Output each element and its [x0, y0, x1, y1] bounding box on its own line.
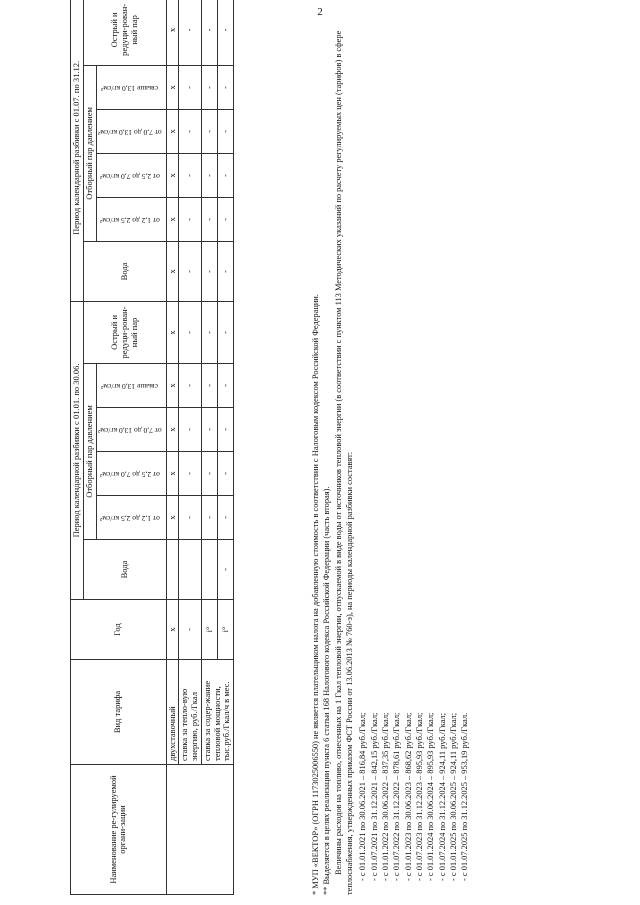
rotated-page: [10, 3, 630, 895]
year-cell: -: [179, 600, 202, 660]
org-cell: [166, 765, 234, 895]
cell: -: [217, 540, 233, 600]
cell: -: [179, 153, 202, 197]
header-year: Год: [71, 600, 167, 660]
cell: -: [179, 496, 202, 540]
cell: -: [201, 364, 217, 408]
cell: -: [179, 301, 202, 363]
cell: -: [217, 197, 233, 241]
cell: -: [217, 496, 233, 540]
cell: -: [201, 408, 217, 452]
year-cell: х: [166, 600, 179, 660]
footnote-tax-article: ** Выделяется в целях реализации пункта 6 статьи 168 Налогового кодекса Российской Федерации (часть вторая).: [322, 486, 332, 895]
tariff-table: [70, 0, 234, 895]
notes-section: [310, 15, 471, 895]
header-tariff-type: Вид тарифа: [71, 660, 167, 765]
cell: -: [201, 109, 217, 153]
cell: х: [166, 197, 179, 241]
list-item: - с 01.07.2021 по 31.12.2021 – 842,15 руб./Гкал;: [369, 712, 379, 881]
cell: -: [201, 65, 217, 109]
header-steam-2: Отборный пар давлением: [83, 65, 96, 241]
header-pressure-1-2-b: от 1,2 до 2,5 кг/см²: [99, 215, 160, 225]
cell: -: [217, 301, 233, 363]
row-label: двухставочный: [166, 660, 179, 765]
cell: х: [166, 0, 179, 65]
header-acute-steam-1: Острый и редуци-рован-ный пар: [83, 301, 166, 363]
cell: -: [179, 452, 202, 496]
cell: х: [166, 109, 179, 153]
cell: х: [166, 153, 179, 197]
page-content: [10, 3, 630, 895]
cell: -: [201, 241, 217, 301]
header-water-2: Вода: [83, 241, 166, 301]
cell: [201, 540, 217, 600]
cell: -: [217, 364, 233, 408]
header-period-1: Период календарной разбивки с 01.01. по 30.06.: [71, 301, 84, 599]
header-pressure-7-13-b: от 7,0 до 13,0 кг/см²: [97, 127, 162, 137]
cell: -: [201, 452, 217, 496]
header-acute-steam-2: Острый и редуци-рован-ный пар: [83, 0, 166, 65]
cell: -: [179, 241, 202, 301]
list-item: - с 01.01.2022 по 30.06.2022 – 837,35 руб./Гкал;: [381, 712, 391, 881]
cell: х: [166, 364, 179, 408]
cell: х: [166, 301, 179, 363]
row-label: ставка за содер-жание тепловой мощности, тыс.руб./Гкал/ч в мес.: [201, 660, 233, 765]
list-item: - с 01.07.2024 по 31.12.2024 – 924,11 руб./Гкал;: [437, 712, 447, 881]
header-period-2: Период календарной разбивки с 01.07. по 31.12.: [71, 0, 84, 301]
cell: -: [179, 364, 202, 408]
cell: х: [166, 241, 179, 301]
list-item: - с 01.01.2025 по 30.06.2025 – 924,11 руб./Гкал;: [449, 712, 459, 881]
table-row: [179, 0, 202, 895]
cell: х: [166, 408, 179, 452]
cell: -: [179, 197, 202, 241]
cell: -: [201, 197, 217, 241]
year-cell: i°: [217, 600, 233, 660]
list-item: - с 01.01.2023 по 30.06.2023 – 868,62 руб./Гкал;: [403, 712, 413, 881]
fuel-costs-paragraph: Величины расходов на топливо, отнесенных на 1 Гкал тепловой энергии, отпускаемой в виде воды от источников тепловой энергии (в соответствии с пунктом 113 Методических указаний по расчету регулируемых цен (тарифов) в сфере теплоснабжения, утвержденных приказом ФСТ России от 13.06.2013 № 760-э), на периоды календарной разбивки составят:: [333, 30, 355, 895]
cell: -: [179, 109, 202, 153]
year-cell: i°: [201, 600, 217, 660]
footnote-vat: * МУП «ВЕКТОР» (ОГРН 1173025006550) не является плательщиком налога на добавленную стоимость в соответствии с Налоговым кодексом Российской Федерации.: [311, 294, 320, 895]
cell: -: [217, 65, 233, 109]
table-row: [201, 0, 217, 895]
cell: -: [217, 153, 233, 197]
list-item: - с 01.07.2023 по 31.12.2023 – 895,93 руб./Гкал;: [415, 712, 425, 881]
header-org: Наименование ре-гулируемой органи-зации: [71, 765, 167, 895]
list-item: - с 01.01.2021 по 30.06.2021 – 816,84 руб./Гкал;: [358, 712, 368, 881]
cell: -: [201, 496, 217, 540]
cell: -: [217, 408, 233, 452]
header-pressure-2-7: от 2,5 до 7,0 кг/см²: [99, 469, 160, 479]
cell: -: [217, 241, 233, 301]
list-item: - с 01.01.2024 по 30.06.2024 – 895,93 руб./Гкал;: [426, 712, 436, 881]
table-body: [166, 0, 234, 895]
cell: -: [179, 408, 202, 452]
cell: [179, 540, 202, 600]
cell: -: [201, 0, 217, 65]
page-number: 2: [317, 6, 323, 18]
fuel-rate-list: [357, 15, 470, 895]
cell: -: [217, 109, 233, 153]
cell: -: [179, 65, 202, 109]
header-water-1: Вода: [83, 540, 166, 600]
list-item: - с 01.07.2022 по 31.12.2022 – 878,61 руб./Гкал;: [392, 712, 402, 881]
cell: -: [217, 452, 233, 496]
cell: [166, 540, 179, 600]
list-item: - с 01.07.2025 по 31.12.2025 – 953,19 руб./Гкал.: [460, 712, 470, 881]
cell: -: [179, 0, 202, 65]
cell: -: [217, 0, 233, 65]
cell: -: [201, 153, 217, 197]
table-row: [166, 0, 179, 895]
cell: х: [166, 452, 179, 496]
header-pressure-13-plus: свыше 13,0 кг/см²: [101, 381, 159, 391]
header-steam-1: Отборный пар давлением: [83, 364, 96, 540]
row-label: ставка за тепло-вую энергию, руб./Гкал: [179, 660, 202, 765]
cell: -: [201, 301, 217, 363]
cell: х: [166, 496, 179, 540]
cell: х: [166, 65, 179, 109]
header-pressure-13-plus-b: свыше 13,0 кг/см²: [101, 83, 159, 93]
header-pressure-7-13: от 7,0 до 13,0 кг/см²: [97, 425, 162, 435]
header-pressure-2-7-b: от 2,5 до 7,0 кг/см²: [99, 171, 160, 181]
header-pressure-1-2: от 1,2 до 2,5 кг/см²: [99, 513, 160, 523]
